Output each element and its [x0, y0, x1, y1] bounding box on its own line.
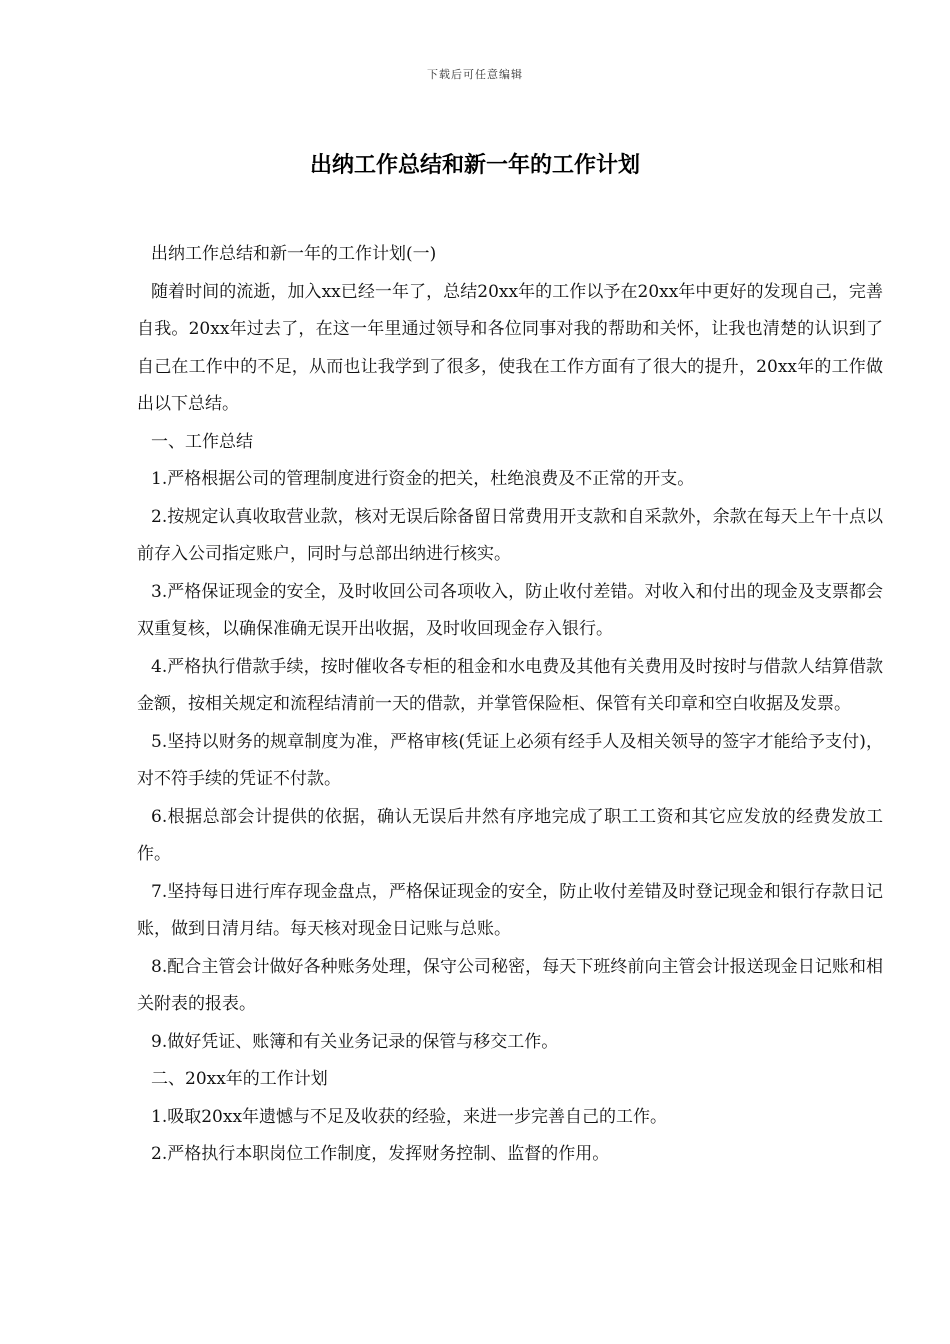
- summary-item-9: 9.做好凭证、账簿和有关业务记录的保管与移交工作。: [151, 1031, 559, 1052]
- plan-item-2: 2.严格执行本职岗位工作制度，发挥财务控制、监督的作用。: [151, 1144, 610, 1164]
- summary-item-2: 2.按规定认真收取营业款，核对无误后除备留日常费用开支款和自采款外，余款在每天上午十点以前存入公司指定账户，同时与总部出纳进行核实。: [137, 506, 883, 564]
- section-heading-plan: 二、20xx年的工作计划: [151, 1069, 328, 1089]
- summary-item-8: 8.配合主管会计做好各种账务处理，保守公司秘密，每天下班终前向主管会计报送现金日记账和相关附表的报表。: [137, 956, 883, 1014]
- summary-item-4: 4.严格执行借款手续，按时催收各专柜的租金和水电费及其他有关费用及时按时与借款人结算借款金额，按相关规定和流程结清前一天的借款，并掌管保险柜、保管有关印章和空白收据及发票。: [137, 656, 883, 714]
- section-heading-summary: 一、工作总结: [151, 431, 253, 452]
- document-body: [137, 236, 883, 1174]
- summary-item-1: 1.严格根据公司的管理制度进行资金的把关，杜绝浪费及不正常的开支。: [151, 469, 695, 489]
- document-title: 出纳工作总结和新一年的工作计划: [309, 153, 640, 178]
- summary-item-5: 5.坚持以财务的规章制度为准，严格审核(凭证上必须有经手人及相关领导的签字才能给予支付)，对不符手续的凭证不付款。: [137, 731, 883, 789]
- section-subtitle: 出纳工作总结和新一年的工作计划(一): [151, 244, 437, 264]
- plan-item-1: 1.吸取20xx年遗憾与不足及收获的经验，来进一步完善自己的工作。: [151, 1106, 668, 1127]
- summary-item-3: 3.严格保证现金的安全，及时收回公司各项收入，防止收付差错。对收入和付出的现金及支票都会双重复核，以确保准确无误开出收据，及时收回现金存入银行。: [137, 581, 883, 639]
- header-note: 下载后可任意编辑: [427, 68, 523, 81]
- summary-item-7: 7.坚持每日进行库存现金盘点，严格保证现金的安全，防止收付差错及时登记现金和银行存款日记账，做到日清月结。每天核对现金日记账与总账。: [137, 881, 883, 939]
- summary-item-6: 6.根据总部会计提供的依据，确认无误后井然有序地完成了职工工资和其它应发放的经费发放工作。: [137, 806, 883, 864]
- intro-paragraph: 随着时间的流逝，加入xx已经一年了，总结20xx年的工作以予在20xx年中更好的发现自己，完善自我。20xx年过去了，在这一年里通过领导和各位同事对我的帮助和关怀，让我也清楚的认识到了自己在工作中的不足，从而也让我学到了很多，使我在工作方面有了很大的提升，20xx年的工作做出以下总结。: [137, 281, 883, 414]
